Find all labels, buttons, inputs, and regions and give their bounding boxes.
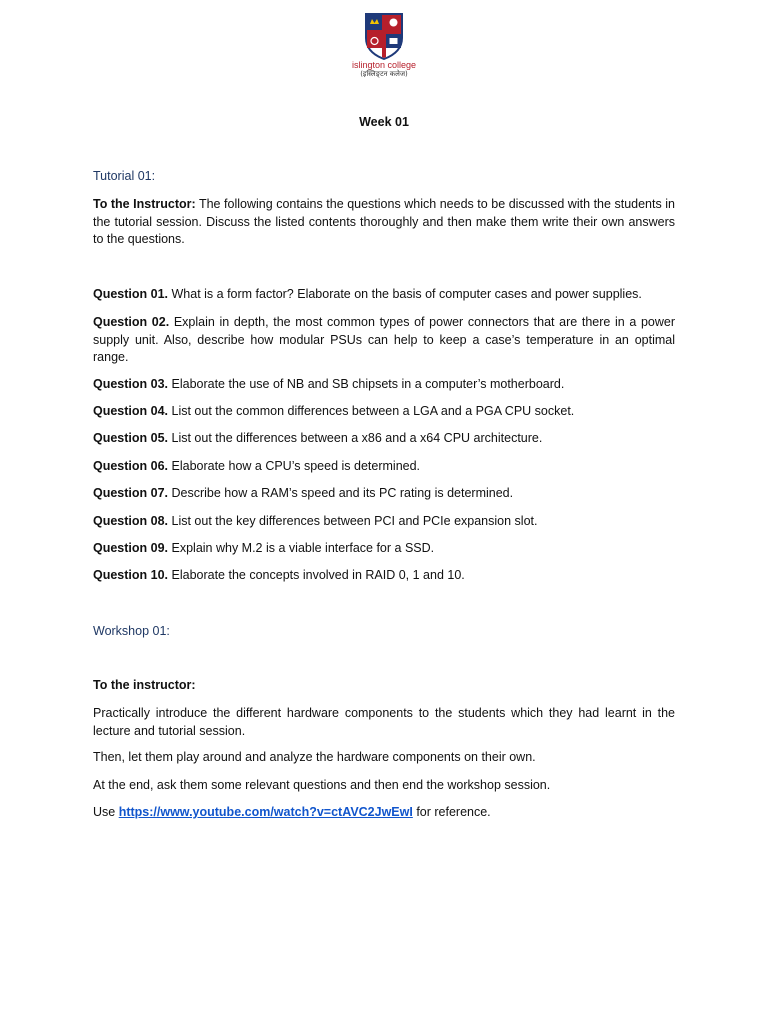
question-text: Explain why M.2 is a viable interface for a SSD. — [168, 541, 435, 555]
reference-suffix: for reference. — [412, 805, 491, 819]
question-text: Elaborate the concepts involved in RAID 0, 1 and 10. — [168, 568, 465, 582]
tutorial-instructor-label: To the Instructor: — [93, 197, 196, 211]
question-label: Question 05. — [93, 431, 169, 445]
workshop-reference — [93, 804, 675, 822]
week-title: Week 01 — [359, 115, 409, 129]
question-text: Explain in depth, the most common types of power connectors that are there in a power supply unit. Also, describe how modular PSUs can help to keep a case’s temperature in an optimal range. — [93, 315, 675, 364]
question-item — [93, 513, 675, 531]
logo-college-name: islington college — [351, 60, 417, 70]
question-label: Question 03. — [93, 377, 169, 391]
logo-college-subtitle: (इस्लिङ्टन कलेज) — [360, 70, 408, 78]
workshop-instructor-label: To the instructor: — [93, 678, 196, 692]
question-text: List out the differences between a x86 and a x64 CPU architecture. — [168, 431, 543, 445]
question-label: Question 10. — [93, 568, 169, 582]
question-item — [93, 430, 675, 448]
youtube-reference-link[interactable]: https://www.youtube.com/watch?v=ctAVC2JwEwI — [118, 805, 413, 819]
question-text: List out the common differences between a LGA and a PGA CPU socket. — [168, 404, 575, 418]
college-crest-icon — [364, 12, 404, 60]
reference-prefix: Use — [93, 805, 119, 819]
tutorial-heading: Tutorial 01: — [93, 169, 156, 183]
workshop-paragraph-3: At the end, ask them some relevant questions and then end the workshop session. — [93, 778, 551, 792]
question-item — [93, 458, 675, 476]
workshop-paragraph-1: Practically introduce the different hardware components to the students which they had learnt in the lecture and tutorial session. — [93, 706, 675, 738]
question-text: Elaborate the use of NB and SB chipsets in a computer’s motherboard. — [168, 377, 565, 391]
question-text: What is a form factor? Elaborate on the basis of computer cases and power supplies. — [168, 287, 642, 301]
question-item — [93, 403, 675, 421]
question-label: Question 08. — [93, 514, 169, 528]
workshop-heading: Workshop 01: — [93, 624, 170, 638]
question-item — [93, 376, 675, 394]
tutorial-instructor-note — [93, 196, 675, 249]
question-item — [93, 485, 675, 503]
question-text: Describe how a RAM’s speed and its PC rating is determined. — [168, 486, 514, 500]
question-label: Question 01. — [93, 287, 169, 301]
question-item — [93, 567, 675, 585]
question-label: Question 06. — [93, 459, 169, 473]
question-label: Question 02. — [93, 315, 170, 329]
workshop-paragraph-2: Then, let them play around and analyze the hardware components on their own. — [93, 750, 536, 764]
question-text: Elaborate how a CPU’s speed is determined. — [168, 459, 421, 473]
question-item — [93, 314, 675, 367]
question-text: List out the key differences between PCI and PCIe expansion slot. — [168, 514, 538, 528]
college-logo — [342, 12, 426, 88]
question-item — [93, 286, 675, 304]
tutorial-instructor-text: The following contains the questions which needs to be discussed with the students in the tutorial session. Discuss the listed contents thoroughly and then make them write their own answers to the questions. — [93, 197, 675, 246]
question-label: Question 07. — [93, 486, 169, 500]
question-item — [93, 540, 675, 558]
question-label: Question 04. — [93, 404, 169, 418]
question-label: Question 09. — [93, 541, 169, 555]
